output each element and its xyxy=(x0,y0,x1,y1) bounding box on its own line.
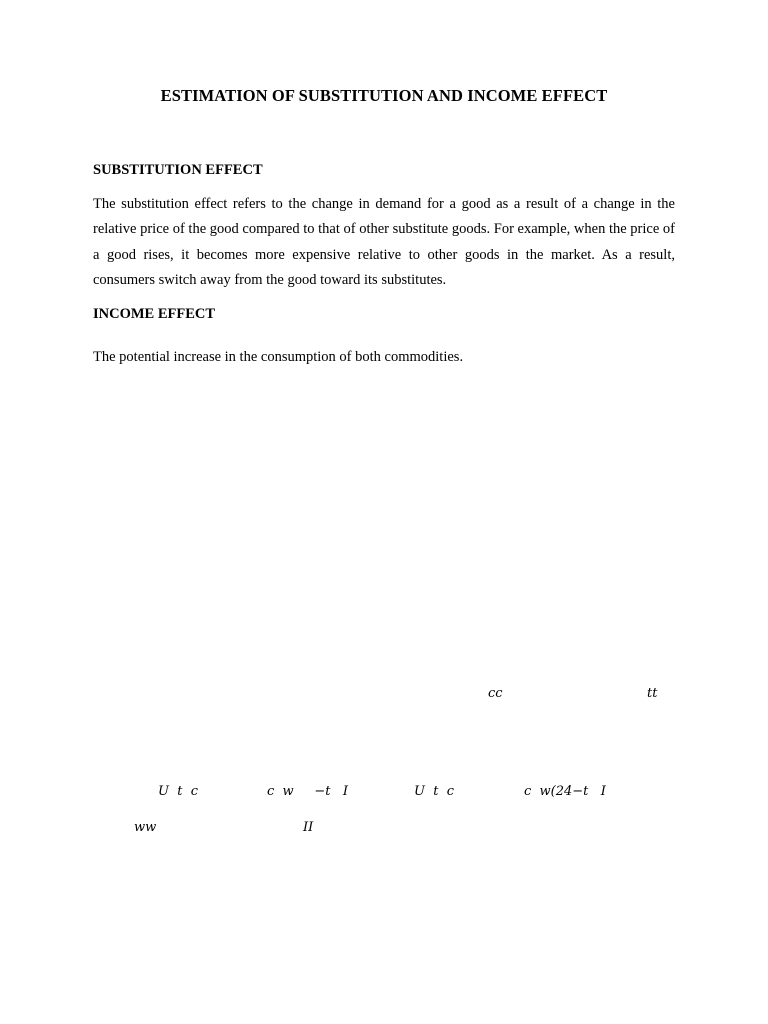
equation-1-right: c w −t I xyxy=(267,784,348,799)
math-fragment-ii: II xyxy=(303,820,314,835)
math-fragment-cc: cc xyxy=(488,686,503,701)
page-title: ESTIMATION OF SUBSTITUTION AND INCOME EFFECT xyxy=(160,86,608,105)
equation-2-right: c w(24−t I xyxy=(524,784,606,799)
math-fragment-tt: tt xyxy=(647,686,658,701)
income-effect-heading: INCOME EFFECT xyxy=(93,306,216,322)
math-fragment-ww: ww xyxy=(134,820,157,835)
substitution-effect-paragraph: The substitution effect refers to the change in demand for a good as a result of a change in the relative price of the good compared to that of other substitute goods. For example, when the price of a good rises, it becomes more expensive relative to other goods in the market. As a result, consumers switch away from the good toward its substitutes. xyxy=(93,196,675,288)
equation-1-left: U t c xyxy=(158,784,198,799)
income-effect-paragraph: The potential increase in the consumption of both commodities. xyxy=(93,349,464,365)
equation-2-left: U t c xyxy=(414,784,454,799)
substitution-effect-heading: SUBSTITUTION EFFECT xyxy=(93,162,263,178)
